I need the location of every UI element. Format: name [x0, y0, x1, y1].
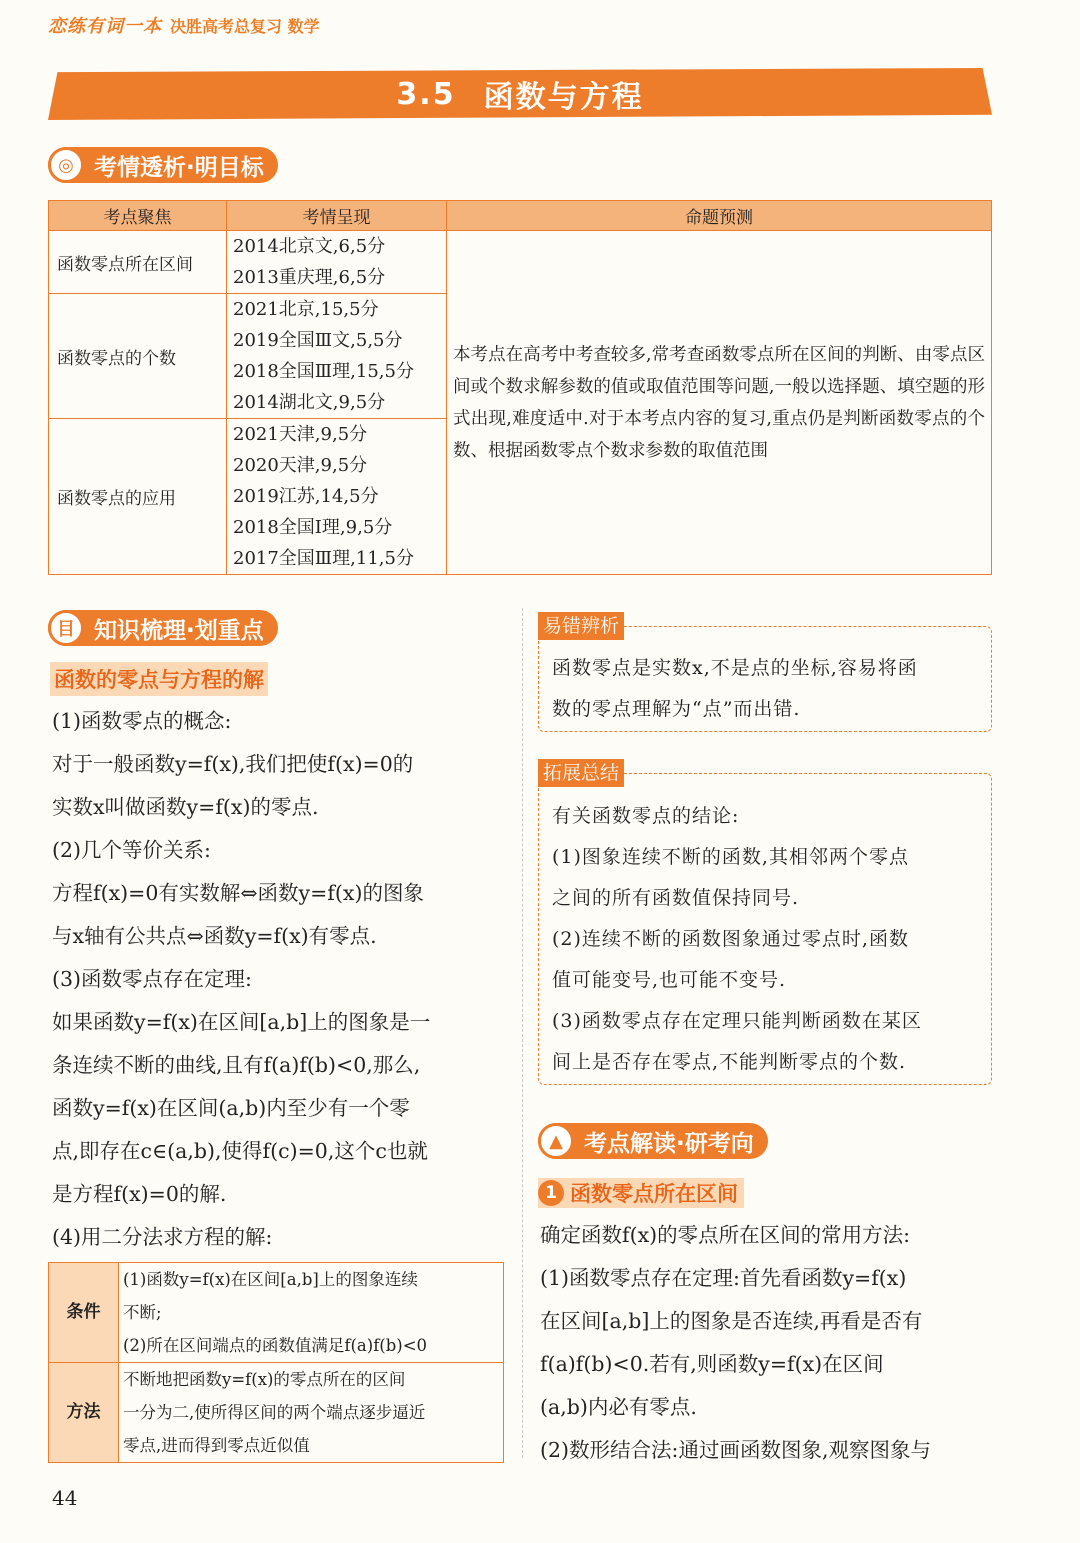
book-subtitle: 决胜高考总复习 数学 [170, 16, 320, 36]
text-line: 是方程f(x)=0的解. [52, 1182, 227, 1206]
category-cell: 函数零点所在区间 [49, 231, 227, 294]
text-line: (3)函数零点存在定理: [52, 967, 252, 991]
chapter-name: 函数与方程 [483, 80, 644, 115]
page-header [48, 12, 320, 38]
text-line: 之间的所有函数值保持同号. [552, 887, 800, 909]
exam-entry: 2018全国Ⅰ理,9,5分 [233, 517, 393, 538]
column-divider [522, 608, 523, 1458]
section-label: 知识梳理·划重点 [94, 617, 264, 644]
text-line: (1)函数零点存在定理:首先看函数y=f(x) [540, 1266, 907, 1290]
exam-entry: 2014北京文,6,5分 [233, 236, 386, 257]
prediction-cell: 本考点在高考中考查较多,常考查函数零点所在区间的判断、由零点区间或个数求解参数的值或取值范围等问题,一般以选择题、填空题的形式出现,难度适中.对于本考点内容的复习,重点仍是判断函数零点的个数、根据函数零点个数求参数的取值范围 [447, 231, 992, 575]
common-mistakes-text [552, 648, 918, 730]
text-line: (1)函数y=f(x)在区间[a,b]上的图象连续 [123, 1270, 418, 1289]
column-header: 命题预测 [447, 201, 992, 231]
text-line: 零点,进而得到零点近似值 [123, 1436, 310, 1455]
text-line: 一分为二,使所得区间的两个端点逐步逼近 [123, 1403, 426, 1422]
subsection-title: 函数的零点与方程的解 [50, 662, 268, 696]
exam-entry: 2014湖北文,9,5分 [233, 392, 386, 413]
exam-entry: 2013重庆理,6,5分 [233, 267, 386, 288]
text-line: 与x轴有公共点⇔函数y=f(x)有零点. [52, 924, 377, 948]
text-line: 不断地把函数y=f(x)的零点所在的区间 [123, 1370, 406, 1389]
column-header: 考点聚焦 [49, 201, 227, 231]
text-line: (3)函数零点存在定理只能判断函数在某区 [552, 1010, 922, 1032]
topic-heading [538, 1178, 744, 1208]
brand-logo: 恋练有词一本 [48, 16, 162, 37]
text-line: f(a)f(b)<0.若有,则函数y=f(x)在区间 [540, 1352, 884, 1376]
topic-body [540, 1214, 995, 1472]
text-line: (2)所在区间端点的函数值满足f(a)f(b)<0 [123, 1336, 428, 1355]
bisection-table [48, 1262, 504, 1463]
box-tag: 拓展总结 [538, 759, 624, 787]
table-row [49, 231, 992, 294]
target-icon: ◎ [48, 147, 84, 183]
extension-summary-text [552, 796, 922, 1083]
exam-list-cell [227, 294, 447, 419]
text-line: (4)用二分法求方程的解: [52, 1225, 273, 1249]
exam-entry: 2019全国Ⅲ文,5,5分 [233, 330, 403, 351]
exam-list-cell [227, 419, 447, 575]
text-line: 确定函数f(x)的零点所在区间的常用方法: [540, 1223, 911, 1247]
column-header: 考情呈现 [227, 201, 447, 231]
text-line: 方程f(x)=0有实数解⇔函数y=f(x)的图象 [52, 881, 424, 905]
condition-label: 条件 [49, 1263, 119, 1363]
text-line: 值可能变号,也可能不变号. [552, 969, 787, 991]
category-cell: 函数零点的个数 [49, 294, 227, 419]
exam-entry: 2020天津,9,5分 [233, 455, 368, 476]
text-line: 有关函数零点的结论: [552, 805, 740, 827]
exam-analysis-table [48, 200, 992, 575]
knowledge-body [52, 700, 506, 1259]
section-label: 考点解读·研考向 [584, 1130, 754, 1157]
text-line: (a,b)内必有零点. [540, 1395, 697, 1419]
category-cell: 函数零点的应用 [49, 419, 227, 575]
text-line: (2)几个等价关系: [52, 838, 211, 862]
text-line: 不断; [123, 1303, 162, 1322]
topic-number: 1 [538, 1180, 564, 1206]
page-number: 44 [52, 1486, 78, 1510]
section-header-exam-analysis [48, 146, 278, 184]
text-line: 间上是否存在零点,不能判断零点的个数. [552, 1051, 907, 1073]
text-line: 实数x叫做函数y=f(x)的零点. [52, 795, 319, 819]
text-line: 点,即存在c∈(a,b),使得f(c)=0,这个c也就 [52, 1139, 428, 1163]
method-cell [119, 1363, 504, 1463]
text-line: 数的零点理解为“点”而出错. [552, 698, 801, 720]
box-tag: 易错辨析 [538, 612, 624, 640]
section-header-knowledge [48, 609, 278, 647]
text-line: 函数y=f(x)在区间(a,b)内至少有一个零 [52, 1096, 410, 1120]
text-line: 条连续不断的曲线,且有f(a)f(b)<0,那么, [52, 1053, 421, 1077]
chapter-title [48, 68, 992, 120]
table-row [49, 1363, 504, 1463]
text-line: 函数零点是实数x,不是点的坐标,容易将函 [552, 657, 918, 679]
exam-entry: 2021天津,9,5分 [233, 424, 368, 445]
exam-entry: 2017全国Ⅲ理,11,5分 [233, 548, 414, 569]
chapter-number: 3.5 [396, 76, 456, 112]
text-line: 对于一般函数y=f(x),我们把使f(x)=0的 [52, 752, 414, 776]
exam-entry: 2018全国Ⅲ理,15,5分 [233, 361, 414, 382]
section-label: 考情透析·明目标 [94, 154, 264, 181]
section-header-exam-points [538, 1122, 768, 1160]
exam-entry: 2019江苏,14,5分 [233, 486, 379, 507]
topic-title: 函数零点所在区间 [570, 1182, 738, 1206]
condition-cell [119, 1263, 504, 1363]
exam-list-cell [227, 231, 447, 294]
text-line: (2)数形结合法:通过画函数图象,观察图象与 [540, 1438, 931, 1462]
method-label: 方法 [49, 1363, 119, 1463]
text-line: (1)函数零点的概念: [52, 709, 232, 733]
text-line: 如果函数y=f(x)在区间[a,b]上的图象是一 [52, 1010, 431, 1034]
graduation-cap-icon: ▲ [538, 1123, 574, 1159]
text-line: 在区间[a,b]上的图象是否连续,再看是否有 [540, 1309, 923, 1333]
exam-entry: 2021北京,15,5分 [233, 299, 379, 320]
book-icon: 目 [48, 610, 84, 646]
table-row [49, 1263, 504, 1363]
text-line: (1)图象连续不断的函数,其相邻两个零点 [552, 846, 909, 868]
text-line: (2)连续不断的函数图象通过零点时,函数 [552, 928, 909, 950]
